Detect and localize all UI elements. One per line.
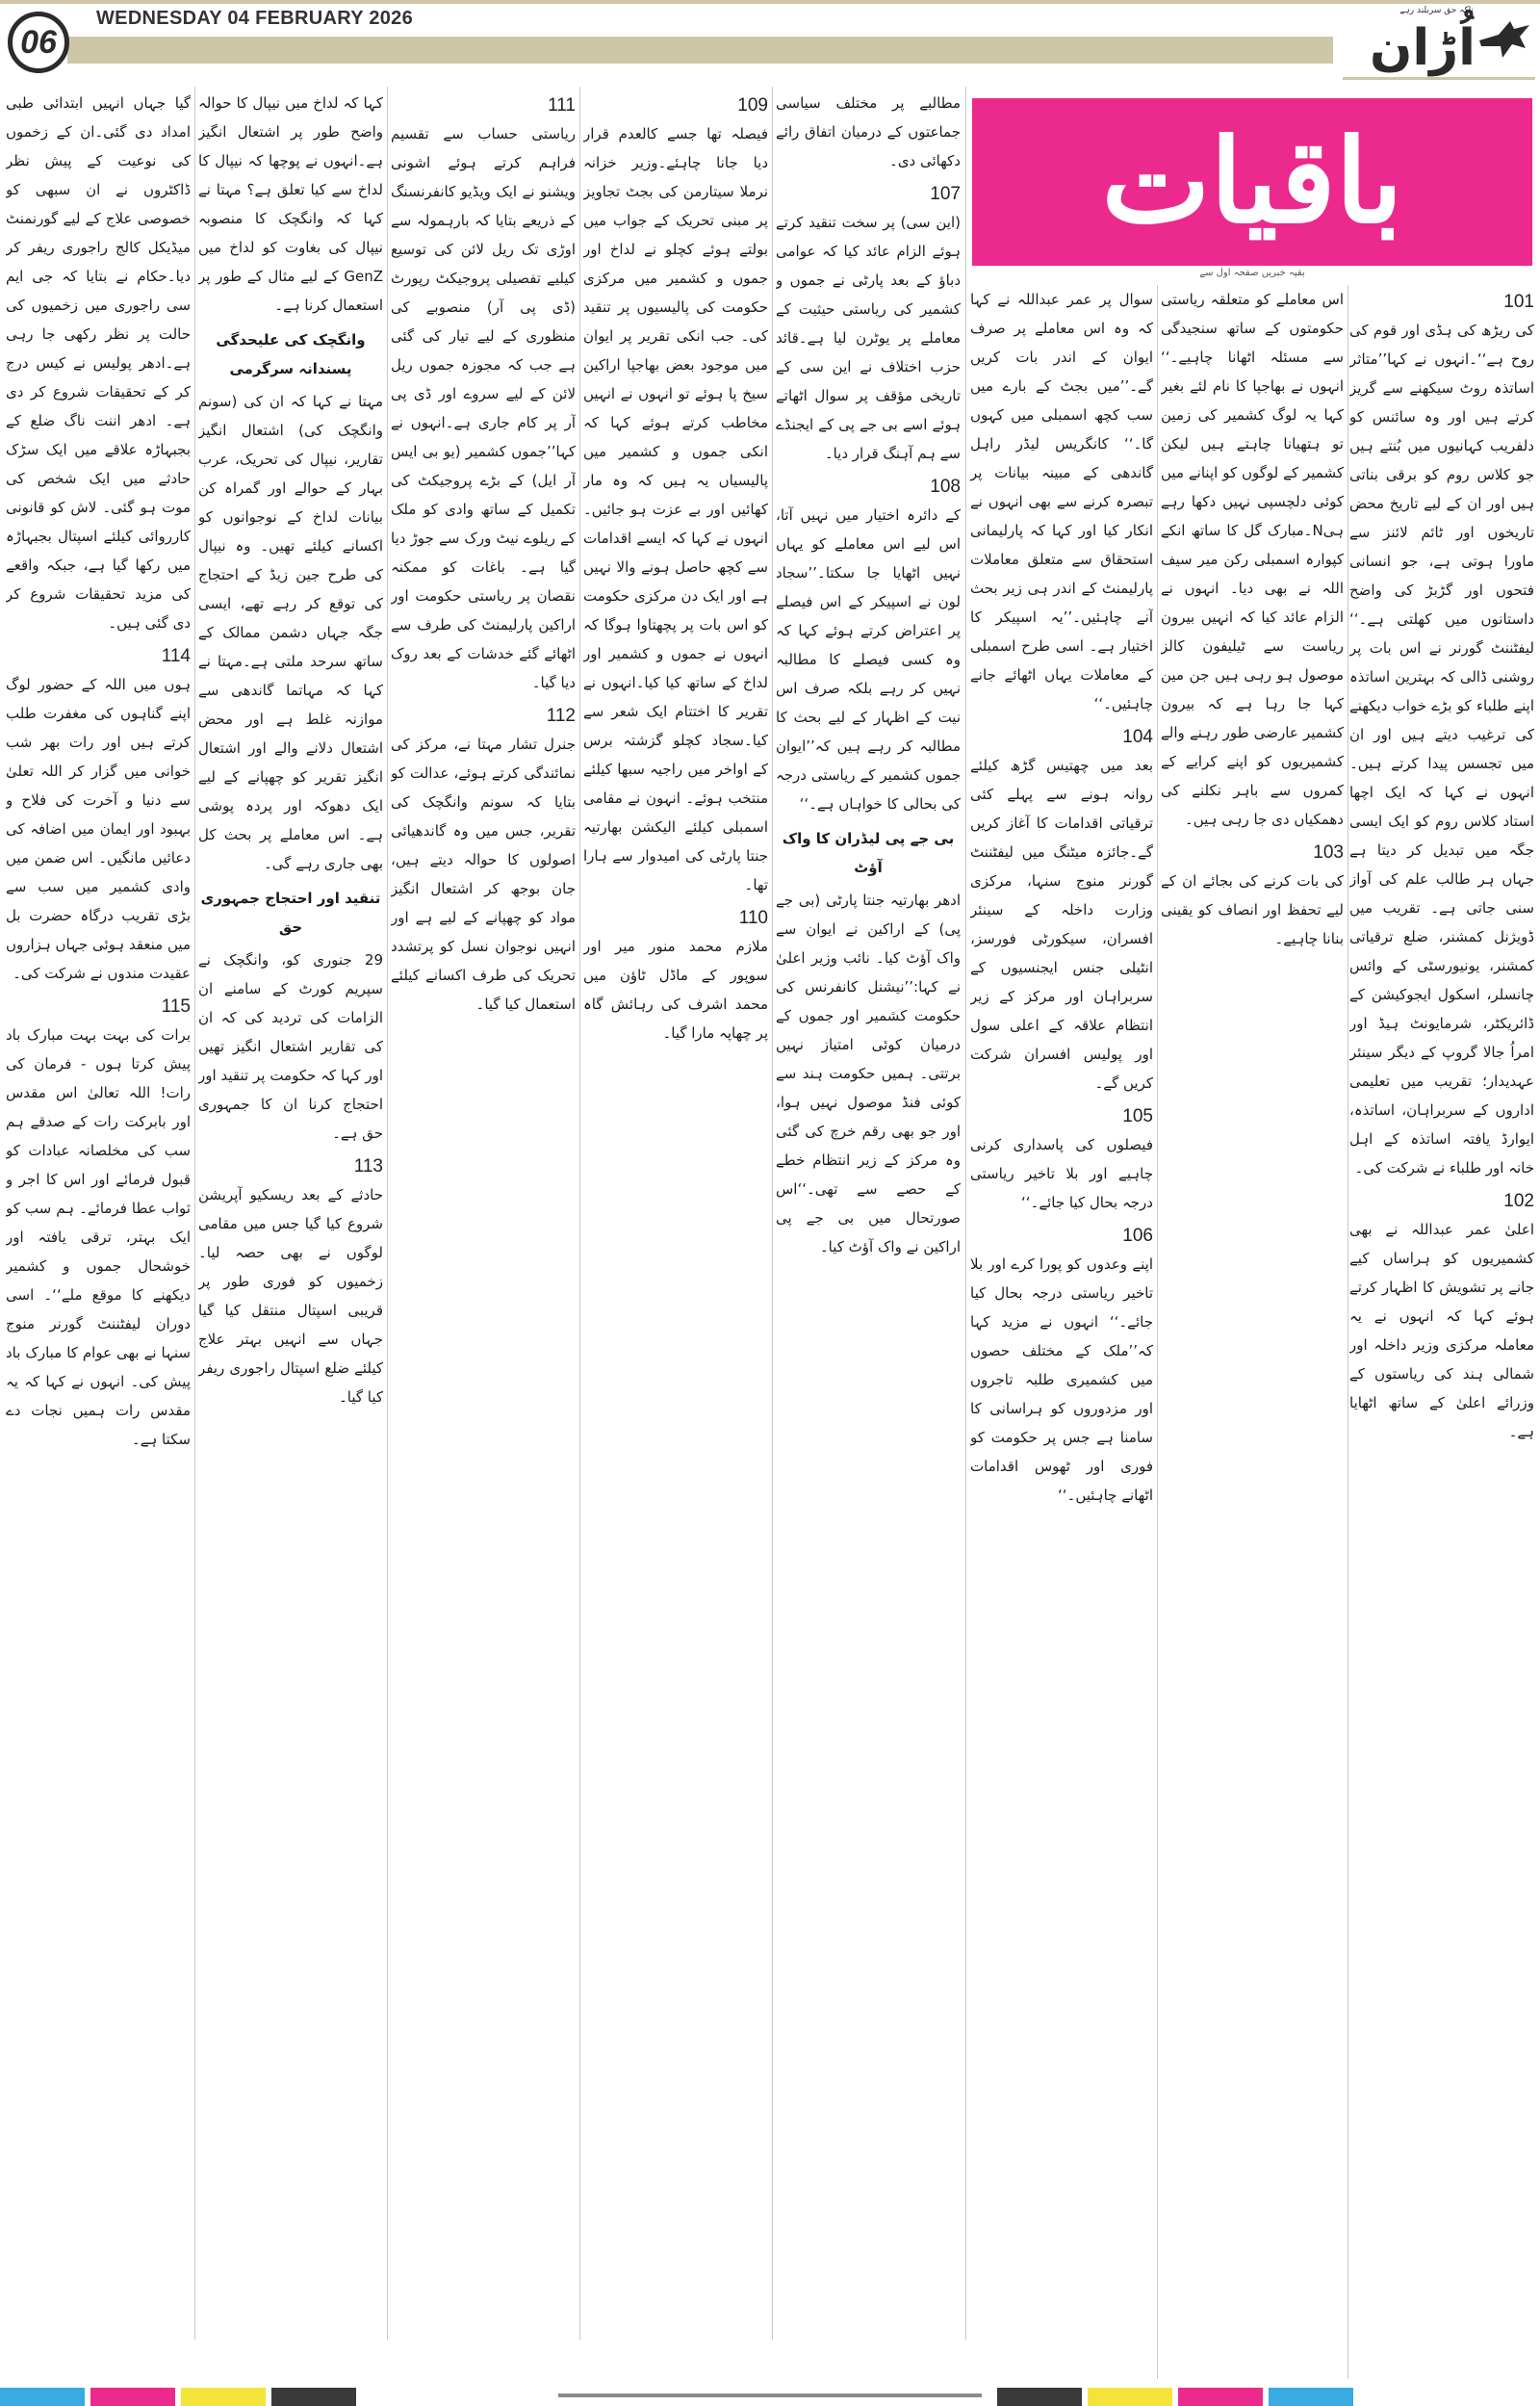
story-number: 109	[737, 95, 768, 116]
article-column-2	[1161, 285, 1344, 2379]
article-paragraph: ملازم محمد منور میر اور سوپور کے ماڈل ٹاؤن میں محمد اشرف کی رہائش گاہ پر چھاپہ مارا گیا۔	[583, 938, 768, 1042]
article-column-1	[1349, 285, 1534, 2379]
logo-wordmark: اُڑان	[1370, 19, 1476, 77]
column-divider	[194, 87, 195, 2340]
story-number: 106	[1122, 1226, 1153, 1246]
article-paragraph: ریاستی حساب سے تقسیم فراہم کرتے ہوئے اشونی ویشنو نے ایک ویڈیو کانفرنسنگ کے ذریعے بتایا کہ بارہمولہ سے اوڑی تک ریل لائن کی توسیع کیلیے تفصیلی پروجیکٹ رپورٹ (ڈی پی آر) منصوبے کی منظوری کے لیے تیار کی گئی ہے جب کہ مجوزہ جموں ریل لائن کے لیے سروے اور ڈی پی آر پر کام جاری ہے۔انہوں نے کہا’’جموں کشمیر (یو بی ایس آر ایل) کے بڑے پروجیکٹ کی تکمیل کے ساتھ وادی کو ملک کے ریلوے نیٹ ورک سے جوڑ دیا گیا ہے۔ باغات کو ممکنہ نقصان پر ریاستی حکومت اور اراکین پارلیمنٹ کی طرف سے اٹھائے گئے خدشات کے بعد روک دیا گیا۔	[391, 125, 576, 691]
column-divider	[772, 87, 773, 2340]
registration-line	[558, 2393, 982, 2397]
subheading: وانگچک کی علیحدگی پسندانہ سرگرمی	[216, 331, 366, 377]
story-number: 110	[738, 908, 768, 928]
page-number: 06	[20, 23, 57, 61]
story-number: 108	[930, 477, 961, 497]
subheading: بی جے پی لیڈران کا واک آؤٹ	[782, 830, 955, 876]
top-rule	[0, 0, 1540, 4]
article-column-3	[970, 285, 1153, 2379]
subheading: تنقید اور احتجاج جمہوری حق	[200, 890, 381, 936]
registration-swatch	[1088, 2388, 1172, 2406]
story-number: 105	[1122, 1106, 1153, 1126]
article-column-8	[6, 89, 191, 2380]
article-paragraph: فیصلہ تھا جسے کالعدم قرار دیا جانا چاہئے۔وزیر خزانہ نرملا سیتارمن کی بجٹ تجاویز پر مبنی تحریک کے جواب میں بولتے ہوئے کچلو نے لداخ اور جموں و کشمیر میں مرکزی حکومت کی پالیسیوں پر تنقید کی۔ جب انکی تقریر پر ایوان میں موجود بعض بھاجپا اراکین سیخ پا ہوئے تو انہوں نے انہیں مخاطب کرتے ہوئے کہا کہ انکی جموں و کشمیر میں پالیسیاں یہ ہیں کہ وہ مار کھائیں اور بے عزت ہو جائیں۔انہوں نے کہا کہ ایسے اقدامات سے کچھ حاصل ہونے والا نہیں ہے اور ایک دن مرکزی حکومت کو اس بات پر پچھتاوا ہوگا کہ انہوں نے جموں و کشمیر اور لداخ کے ساتھ کیا کیا۔انہوں نے تقریر کا اختتام ایک شعر سے کیا۔سجاد کچلو گزشتہ برس کے اواخر میں راجیہ سبھا کیلئے منتخب ہوئے۔ انہون نے مقامی اسمبلی کیلئے الیکشن بھارتیہ جنتا پارٹی کی امیدوار سے ہارا تھا۔	[583, 125, 768, 893]
column-divider	[1157, 285, 1158, 2379]
article-paragraph: فیصلوں کی پاسداری کرنی چاہیے اور بلا تاخیر ریاستی درجہ بحال کیا جائے۔‘‘	[970, 1136, 1153, 1211]
registration-swatch	[271, 2388, 356, 2406]
story-number: 115	[161, 996, 191, 1017]
story-number: 113	[353, 1156, 383, 1177]
story-number: 104	[1122, 727, 1153, 747]
article-paragraph: ہوں میں اللہ کے حضور لوگ اپنے گناہوں کی مغفرت طلب کرتے ہیں اور رات بھر شب خوانی میں گزار کر اللہ تعلیٰ سے دنیا و آخرت کی فلاح و بہبود اور ایمان میں اضافہ کی دعائیں مانگیں۔ اس ضمن میں وادی کشمیر میں سب سے بڑی تقریب درگاہ حضرت بل میں منعقد ہوئی جہاں ہزاروں عقیدت مندوں نے شرکت کی۔	[6, 676, 191, 982]
section-banner	[972, 98, 1532, 266]
registration-swatch	[1269, 2388, 1353, 2406]
registration-swatch	[997, 2388, 1082, 2406]
article-paragraph: (این سی) پر سخت تنقید کرتے ہوئے الزام عائد کیا کہ عوامی دباؤ کے بعد پارٹی نے جموں و کشمیر کی ریاستی حیثیت کے معاملے پر یوٹرن لیا ہے۔قائد حزب اختلاف نے این سی کے تاریخی مؤقف پر سوال اٹھاتے ہوئے اسے بی جے پی کے ایجنڈے سے ہم آہنگ قرار دیا۔	[776, 214, 961, 462]
article-paragraph: سوال پر عمر عبداللہ نے کہا کہ وہ اس معاملے پر صرف ایوان کے اندر بات کریں گے۔’’میں بجٹ کے بارے میں سب کچھ اسمبلی میں کہوں گا۔‘‘ کانگریس لیڈر راہل گاندھی کے مبینہ بیانات پر تبصرہ کرنے سے بھی انہوں نے انکار کیا اور کہا کہ پارلیمانی استحقاق سے متعلق معاملات پارلیمنٹ کے اندر ہی زیر بحث آنے چاہئیں۔’’یہ اسپیکر کا اختیار ہے۔ اسی طرح اسمبلی کے معاملات یہاں اٹھائے جانے چاہئیں۔‘‘	[970, 291, 1153, 712]
article-paragraph: اپنے وعدوں کو پورا کرے اور بلا تاخیر ریاستی درجہ بحال کیا جائے۔‘‘ انہوں نے مزید کہا کہ’’ملک کے مختلف حصوں میں کشمیری طلبہ تاجروں اور مزدوروں کو ہراسانی کا سامنا ہے جس پر حکومت کو فوری اور ٹھوس اقدامات اٹھانے چاہئیں۔‘‘	[970, 1255, 1153, 1504]
registration-swatch	[1178, 2388, 1263, 2406]
article-column-4	[776, 89, 961, 2380]
registration-swatch	[90, 2388, 175, 2406]
bird-icon	[1477, 19, 1531, 64]
column-divider	[387, 87, 388, 2340]
issue-date: WEDNESDAY 04 FEBRUARY 2026	[96, 8, 414, 29]
article-paragraph: برات کی بہت بہت مبارک باد پیش کرتا ہوں - فرمان کی رات! اللہ تعالیٰ اس مقدس اور بابرکت رات کے صدقے ہم سب کی مخلصانہ عبادات کو قبول فرمائے اور اس کا اجر و ثواب عطا فرمائے۔ ہم سب کو ایک بہتر، ترقی یافتہ اور خوشحال جموں و کشمیر دیکھنے کا موقع ملے‘‘۔ اسی دوران لیفٹننٹ گورنر منوج سنہا نے بھی عوام کا مبارک باد پیش کی۔ انہوں نے کہا کہ یہ مقدس رات ہمیں نجات دے سکتا ہے۔	[6, 1026, 191, 1448]
newspaper-logo[interactable]	[1343, 4, 1535, 85]
header-band	[67, 37, 1333, 64]
article-paragraph: 29 جنوری کو، وانگچک نے سپریم کورٹ کے سامنے ان الزامات کی تردید کی کہ ان کی تقاریر اشتعال انگیز تھیں اور کہا کہ حکومت پر تنقید اور احتجاج کرنا ان کا جمہوری حق ہے۔	[198, 951, 383, 1142]
article-paragraph: مطالبے پر مختلف سیاسی جماعتوں کے درمیان اتفاق رائے دکھائی دی۔	[776, 94, 961, 169]
logo-tagline: تاکہ حق سربلند رہے	[1399, 6, 1474, 15]
logo-rule	[1343, 77, 1535, 80]
story-number: 107	[930, 184, 961, 204]
article-paragraph: اعلیٰ عمر عبداللہ نے بھی کشمیریوں کو ہراساں کیے جانے پر تشویش کا اظہار کرتے ہوئے کہا کہ انہوں نے یہ معاملہ مرکزی وزیر داخلہ اور شمالی ہند کی ریاستوں کے وزرائے اعلیٰ کے ساتھ اٹھایا ہے۔	[1349, 1221, 1534, 1440]
story-number: 102	[1503, 1191, 1534, 1211]
article-column-5	[583, 89, 768, 2380]
article-paragraph: گیا جہاں انہیں ابتدائی طبی امداد دی گئی۔ان کے زخموں کی نوعیت کے پیش نظر ڈاکٹروں نے ان سبھی کو خصوصی علاج کے لیے گورنمنٹ میڈیکل کالج راجوری ریفر کر دیا۔حکام نے بتایا کہ جی ایم سی راجوری میں زخمیوں کی حالت پر نظر رکھی جا رہی ہے۔ادھر پولیس نے کیس درج کر کے تحقیقات شروع کر دی ہے۔ ادھر اننت ناگ ضلع کے بجبہاڑہ علاقے میں ایک سڑک حادثے میں ایک شخص کی موت ہو گئی۔ لاش کو قانونی کارروائی کیلئے اسپتال بجبہاڑہ میں رکھا گیا ہے، جبکہ واقعے کی مزید تحقیقات شروع کر دی گئی ہیں۔	[6, 94, 191, 632]
article-paragraph: جنرل تشار مہتا نے، مرکز کی نمائندگی کرتے ہوئے، عدالت کو بتایا کہ سونم وانگچک کی تقریر، جس میں وہ گاندھیائی اصولوں کا حوالہ دیتے ہیں، جان بوجھ کر اشتعال انگیز مواد کو چھپانے کے لیے ہے اور انہیں نوجوان نسل کو پرتشدد تحریک کی طرف اکسانے کیلئے استعمال کیا گیا۔	[391, 736, 576, 1013]
article-paragraph: کہا کہ لداخ میں نیپال کا حوالہ واضح طور پر اشتعال انگیز ہے۔انہوں نے پوچھا کہ نیپال کا لداخ سے کیا تعلق ہے؟ مہتا نے کہا کہ وانگچک کا منصوبہ نیپال کی بغاوت کو لداخ میں GenZ کے لیے مثال کے طور پر استعمال کرنا ہے۔	[198, 94, 383, 314]
story-number: 103	[1313, 842, 1344, 863]
story-number: 101	[1503, 292, 1534, 312]
article-column-7	[198, 89, 383, 2380]
article-column-6	[391, 89, 576, 2380]
registration-swatch	[181, 2388, 266, 2406]
page-number-badge	[8, 12, 69, 73]
column-divider	[579, 87, 580, 2340]
registration-swatch	[0, 2388, 85, 2406]
story-number: 112	[546, 706, 576, 726]
article-paragraph: کی ریڑھ کی ہڈی اور قوم کی روح ہے‘‘۔انہوں نے کہا’’متاثر اساتذہ روٹ سیکھنے سے گریز کرتے ہیں اور وہ سائنس کو دلفریب کہانیوں میں بُنتے ہیں جو کلاس روم کو برقی بناتی ہیں اور ان کے لیے تاریخ محض تاریخوں اور ٹائم لائنز سے ماورا ہوتی ہے، جو انسانی فتحوں اور گڑبڑ کی واضح داستانوں میں کھلتی ہے۔‘‘ لیفٹننٹ گورنر نے اس بات پر روشنی ڈالی کہ بہترین اساتذہ اپنے طلباء کو بڑے خواب دیکھنے کی ترغیب دیتے ہیں اور ان میں تجسس پیدا کرتے ہیں۔ انہوں نے کہا کہ ایک اچھا استاد کلاس روم کو ایک ایسی جگہ میں تبدیل کر دیتا ہے جہاں ہر طالب علم کی آواز سنی جاتی ہے۔ تقریب میں ڈویژنل کمشنر، ضلع ترقیاتی کمشنر، یونیورسٹی کے وائس چانسلر، اسکول ایجوکیشن کے ڈائریکٹر، شرمایونٹ ہیڈ اور امراُ جالا گروپ کے دیگر سینئر عہدیدار؛ تقریب میں تعلیمی اداروں کے سربراہان، اساتذہ، ایوارڈ یافتہ اساتذہ کے اہل خانہ اور طلباء نے شرکت کی۔	[1349, 322, 1534, 1177]
article-paragraph: کے دائرہ اختیار میں نہیں آتا، اس لیے اس معاملے کو یہاں نہیں اٹھایا جا سکتا۔’’سجاد لون نے اسپیکر کے اس فیصلے پر اعتراض کرتے ہوئے کہا کہ وہ کسی فیصلے کا مطالبہ نہیں کر رہے بلکہ صرف اس نیت کے اظہار کے لیے بحث کا مطالبہ کر رہے ہیں کہ’’ایوان جموں کشمیر کے ریاستی درجہ کی بحالی کا خواہاں ہے۔‘‘	[776, 506, 961, 813]
article-paragraph: مہتا نے کہا کہ ان کی (سونم وانگچک کی) اشتعال انگیز تقاریر، نیپال کی تحریک، عرب بہار کے حوالے اور گمراہ کن بیانات لداخ کے نوجوانوں کو اکسانے کیلئے تھیں۔ وہ نیپال کی طرح جین زیڈ کے احتجاج کی توقع کر رہے تھے، ایسی جگہ جہاں دشمن ممالک کے ساتھ سرحد ملتی ہے۔مہتا نے کہا کہ مہاتما گاندھی سے موازنہ غلط ہے اور محض اشتعال دلانے والے اور اشتعال انگیز تقریر کو چھپانے کے لیے ایک دھوکہ اور پردہ پوشی ہے۔ اس معاملے پر بحث کل بھی جاری رہے گی۔	[198, 393, 383, 872]
article-paragraph: اس معاملے کو متعلقہ ریاستی حکومتوں کے ساتھ سنجیدگی سے مسئلہ اٹھانا چاہیے۔‘‘ انہوں نے بھاجپا کا نام لئے بغیر کہا یہ لوگ کشمیر کی زمین تو ہتھیانا چاہتے ہیں لیکن کشمیر کے لوگوں کو اپنانے میں کوئی دلچسپی نہیں دکھا رہے ہیN۔مبارک گل کا ساتھ انکے کپوارہ اسمبلی رکن میر سیف اللہ نے بھی دیا۔ انہوں نے الزام عائد کیا کہ انہیں بیرون ریاست سے ٹیلیفون کالز موصول ہو رہی ہیں جن مین کہا جا رہا ہے کہ بیرون کشمیر عارضی طور رہنے والے کشمیریوں کو اپنے کرایے کے کمروں سے باہر نکلنے کی دھمکیاں دی جا رہی ہیں۔	[1161, 291, 1344, 828]
story-number: 111	[548, 95, 576, 116]
section-title: باقیات	[1101, 114, 1403, 249]
section-caption: بقیہ خبریں صفحہ اول سے	[1199, 268, 1305, 278]
article-paragraph: ادھر بھارتیہ جنتا پارٹی (بی جے پی) کے اراکین نے ایوان سے واک آؤٹ کیا۔ نائب وزیر اعلیٰ نے کہا:’’نیشنل کانفرنس کی حکومت کشمیر اور جموں کے درمیان کوئی امتیاز نہیں برتتی۔ ہمیں حکومت ہند سے کوئی فنڈ موصول نہیں ہوا، اور جو بھی رقم خرچ کی گئی وہ مرکز کے زیر انتظام خطے کے حصے سے تھی۔‘‘اس صورتحال میں بی جے پی اراکین نے واک آؤٹ کیا۔	[776, 892, 961, 1255]
article-paragraph: کی بات کرنے کی بجائے ان کے لیے تحفظ اور انصاف کو یقینی بنانا چاہیے۔	[1161, 872, 1344, 947]
column-divider	[965, 87, 966, 2340]
story-number: 114	[161, 646, 191, 666]
article-paragraph: حادثے کے بعد ریسکیو آپریشن شروع کیا گیا جس میں مقامی لوگوں نے بھی حصہ لیا۔ زخمیوں کو فوری طور پر قریبی اسپتال منتقل کیا گیا جہاں سے انہیں بہتر علاج کیلئے ضلع اسپتال راجوری ریفر کیا گیا۔	[198, 1186, 383, 1406]
article-paragraph: بعد میں چھتیس گڑھ کیلئے روانہ ہونے سے پہلے کئی ترقیاتی اقدامات کا آغاز کریں گے۔جائزہ میٹنگ میں لیفٹننٹ گورنر منوج سنہا، مرکزی وزارت داخلہ کے سینئر افسران، سیکورٹی فورسز، انٹیلی جنس ایجنسیوں کے سربراہان اور مرکز کے زیر انتظام علاقہ کے اعلی سول اور پولیس افسران شرکت کریں گے۔	[970, 757, 1153, 1092]
